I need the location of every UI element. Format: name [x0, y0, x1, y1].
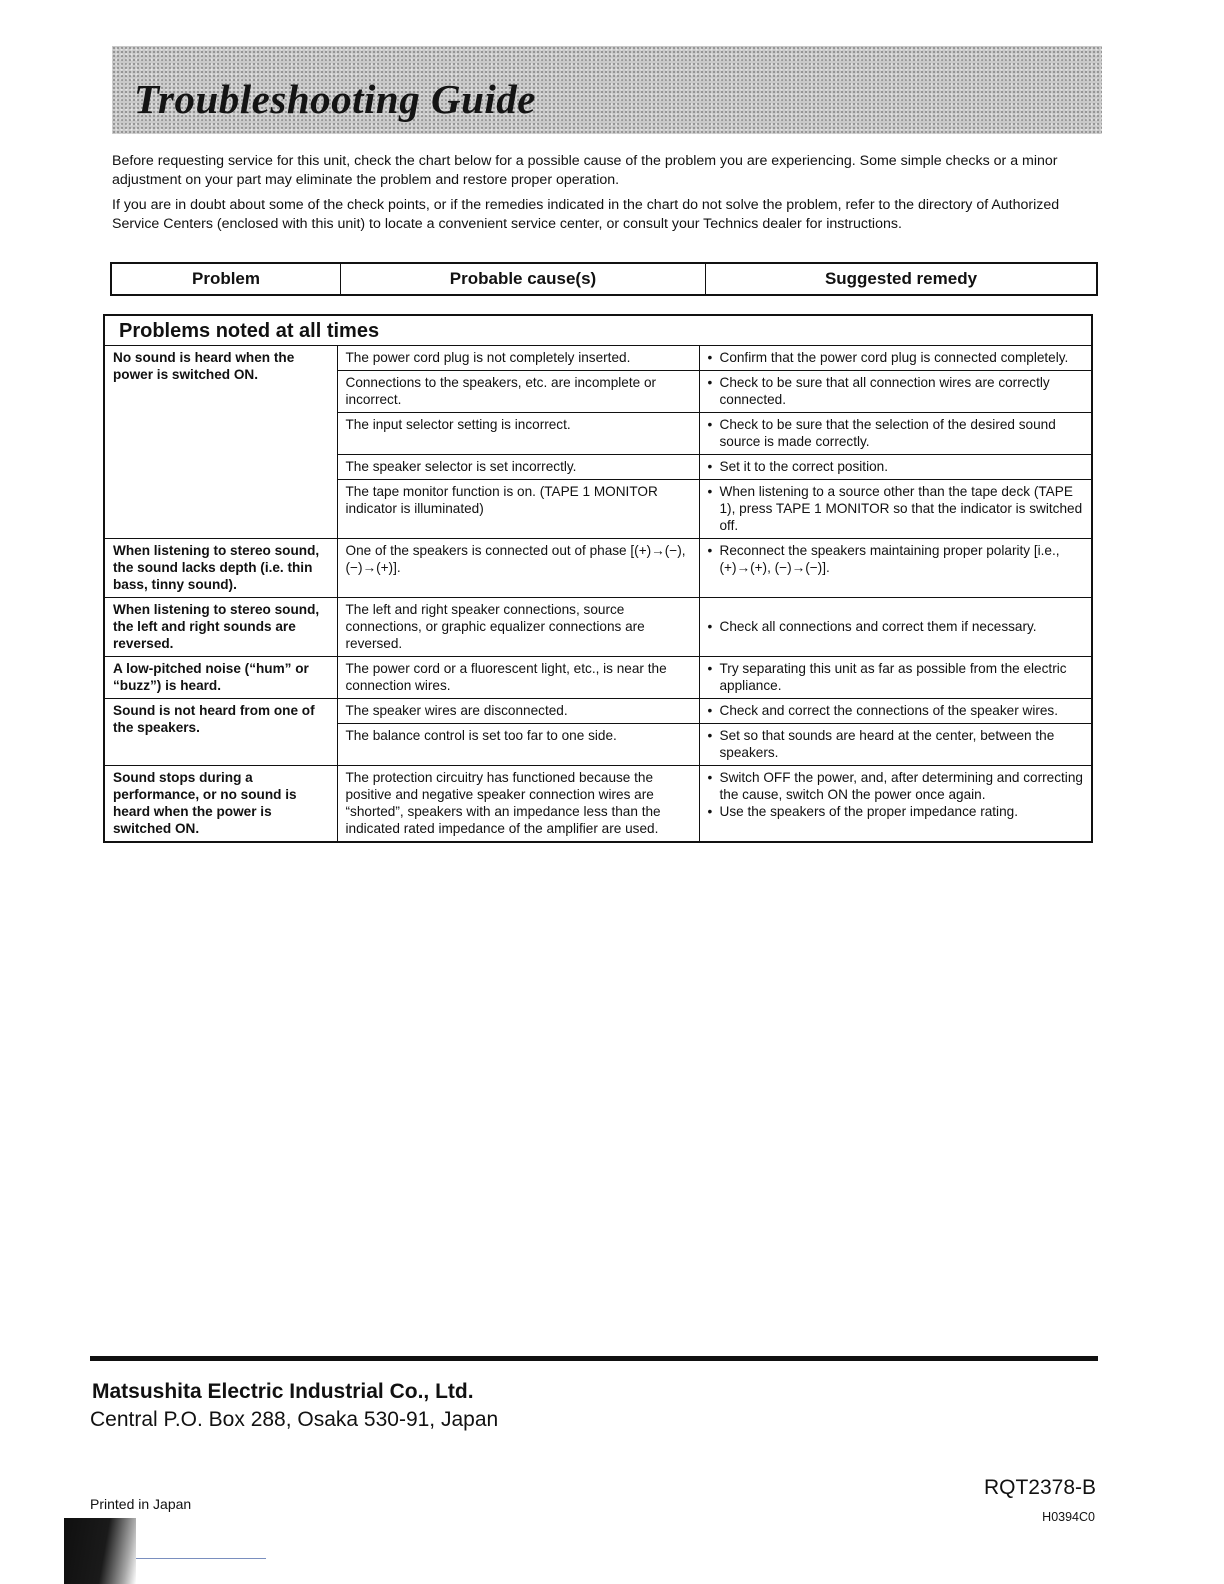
footer-divider	[90, 1356, 1098, 1361]
remedy-item: • Set it to the correct position.	[708, 458, 1084, 475]
table-header	[110, 262, 1098, 296]
remedy-item: • Check all connections and correct them if necessary.	[708, 618, 1084, 635]
troubleshooting-table	[105, 346, 1091, 841]
cause-cell: The speaker wires are disconnected.	[337, 699, 699, 724]
table-row	[105, 346, 1091, 371]
table-row	[105, 598, 1091, 657]
remedy-cell	[699, 371, 1091, 413]
cause-cell: Connections to the speakers, etc. are incomplete or incorrect.	[337, 371, 699, 413]
remedy-item: • Set so that sounds are heard at the center, between the speakers.	[708, 727, 1084, 761]
document-code: RQT2378-B	[983, 1476, 1096, 1499]
intro-paragraph-2: If you are in doubt about some of the check points, or if the remedies indicated in the chart do not solve the problem, refer to the directory of Authorized Service Centers (enclosed with this unit) to locate a convenient service center, or consult your Technics dealer for instructions.	[112, 197, 1060, 232]
intro-paragraph-1: Before requesting service for this unit, check the chart below for a possible cause of the problem you are experiencing. Some simple checks or a minor adjustment on your part may eliminate the problem and restore proper operation.	[112, 153, 1058, 188]
cause-cell: The left and right speaker connections, source connections, or graphic equalizer connections are reversed.	[337, 598, 699, 657]
document-subcode: H0394C0	[1042, 1510, 1095, 1524]
cause-cell: The tape monitor function is on. (TAPE 1 MONITOR indicator is illuminated)	[337, 480, 699, 539]
remedy-item: • Check and correct the connections of the speaker wires.	[708, 702, 1084, 719]
cause-cell: The power cord or a fluorescent light, etc., is near the connection wires.	[337, 657, 699, 699]
table-row	[105, 657, 1091, 699]
remedy-item: • Switch OFF the power, and, after determining and correcting the cause, switch ON the power once again.	[708, 769, 1084, 803]
cause-cell: The protection circuitry has functioned because the positive and negative speaker connection wires are “shorted”, speakers with an impedance less than the indicated rated impedance of the amplifier are used.	[337, 766, 699, 842]
title-banner	[112, 46, 1102, 134]
problem-cell: Sound stops during a performance, or no sound is heard when the power is switched ON.	[105, 766, 337, 842]
table-row	[105, 699, 1091, 724]
section-title: Problems noted at all times	[105, 316, 1091, 346]
remedy-cell	[699, 455, 1091, 480]
table-row	[105, 539, 1091, 598]
cause-cell: The speaker selector is set incorrectly.	[337, 455, 699, 480]
table-row	[105, 766, 1091, 842]
problem-cell: When listening to stereo sound, the sound lacks depth (i.e. thin bass, tinny sound).	[105, 539, 337, 598]
cause-cell: The balance control is set too far to one side.	[337, 724, 699, 766]
scan-line	[136, 1558, 266, 1559]
remedy-cell	[699, 539, 1091, 598]
remedy-item: • Use the speakers of the proper impedance rating.	[708, 803, 1084, 820]
remedy-cell	[699, 766, 1091, 842]
company-name: Matsushita Electric Industrial Co., Ltd.	[92, 1380, 474, 1403]
cause-cell: The input selector setting is incorrect.	[337, 413, 699, 455]
page-title: Troubleshooting Guide	[134, 76, 536, 122]
column-header-remedy: Suggested remedy	[824, 269, 978, 288]
problem-cell: No sound is heard when the power is switched ON.	[105, 346, 337, 539]
printed-in-label: Printed in Japan	[90, 1496, 192, 1512]
remedy-cell	[699, 657, 1091, 699]
remedy-item: • Confirm that the power cord plug is connected completely.	[708, 349, 1084, 366]
remedy-item: • Try separating this unit as far as possible from the electric appliance.	[708, 660, 1084, 694]
column-header-problem: Problem	[112, 264, 341, 294]
cause-cell: One of the speakers is connected out of phase [(+)→(−), (−)→(+)].	[337, 539, 699, 598]
troubleshooting-section	[103, 314, 1093, 843]
remedy-cell	[699, 346, 1091, 371]
remedy-item: • When listening to a source other than the tape deck (TAPE 1), press TAPE 1 MONITOR so that the indicator is switched off.	[708, 483, 1084, 534]
cause-cell: The power cord plug is not completely inserted.	[337, 346, 699, 371]
problem-cell: A low-pitched noise (“hum” or “buzz”) is heard.	[105, 657, 337, 699]
remedy-item: • Reconnect the speakers maintaining proper polarity [i.e., (+)→(+), (−)→(−)].	[708, 542, 1084, 576]
column-header-cause: Probable cause(s)	[341, 264, 706, 294]
remedy-cell	[699, 699, 1091, 724]
remedy-item: • Check to be sure that all connection wires are correctly connected.	[708, 374, 1084, 408]
company-address: Central P.O. Box 288, Osaka 530-91, Japan	[90, 1408, 499, 1431]
scan-artifact	[64, 1518, 136, 1584]
intro-text	[112, 152, 1102, 234]
remedy-cell	[699, 480, 1091, 539]
problem-cell: When listening to stereo sound, the left and right sounds are reversed.	[105, 598, 337, 657]
remedy-cell	[699, 413, 1091, 455]
remedy-cell	[699, 724, 1091, 766]
remedy-item: • Check to be sure that the selection of the desired sound source is made correctly.	[708, 416, 1084, 450]
problem-cell: Sound is not heard from one of the speakers.	[105, 699, 337, 766]
remedy-cell	[699, 598, 1091, 657]
